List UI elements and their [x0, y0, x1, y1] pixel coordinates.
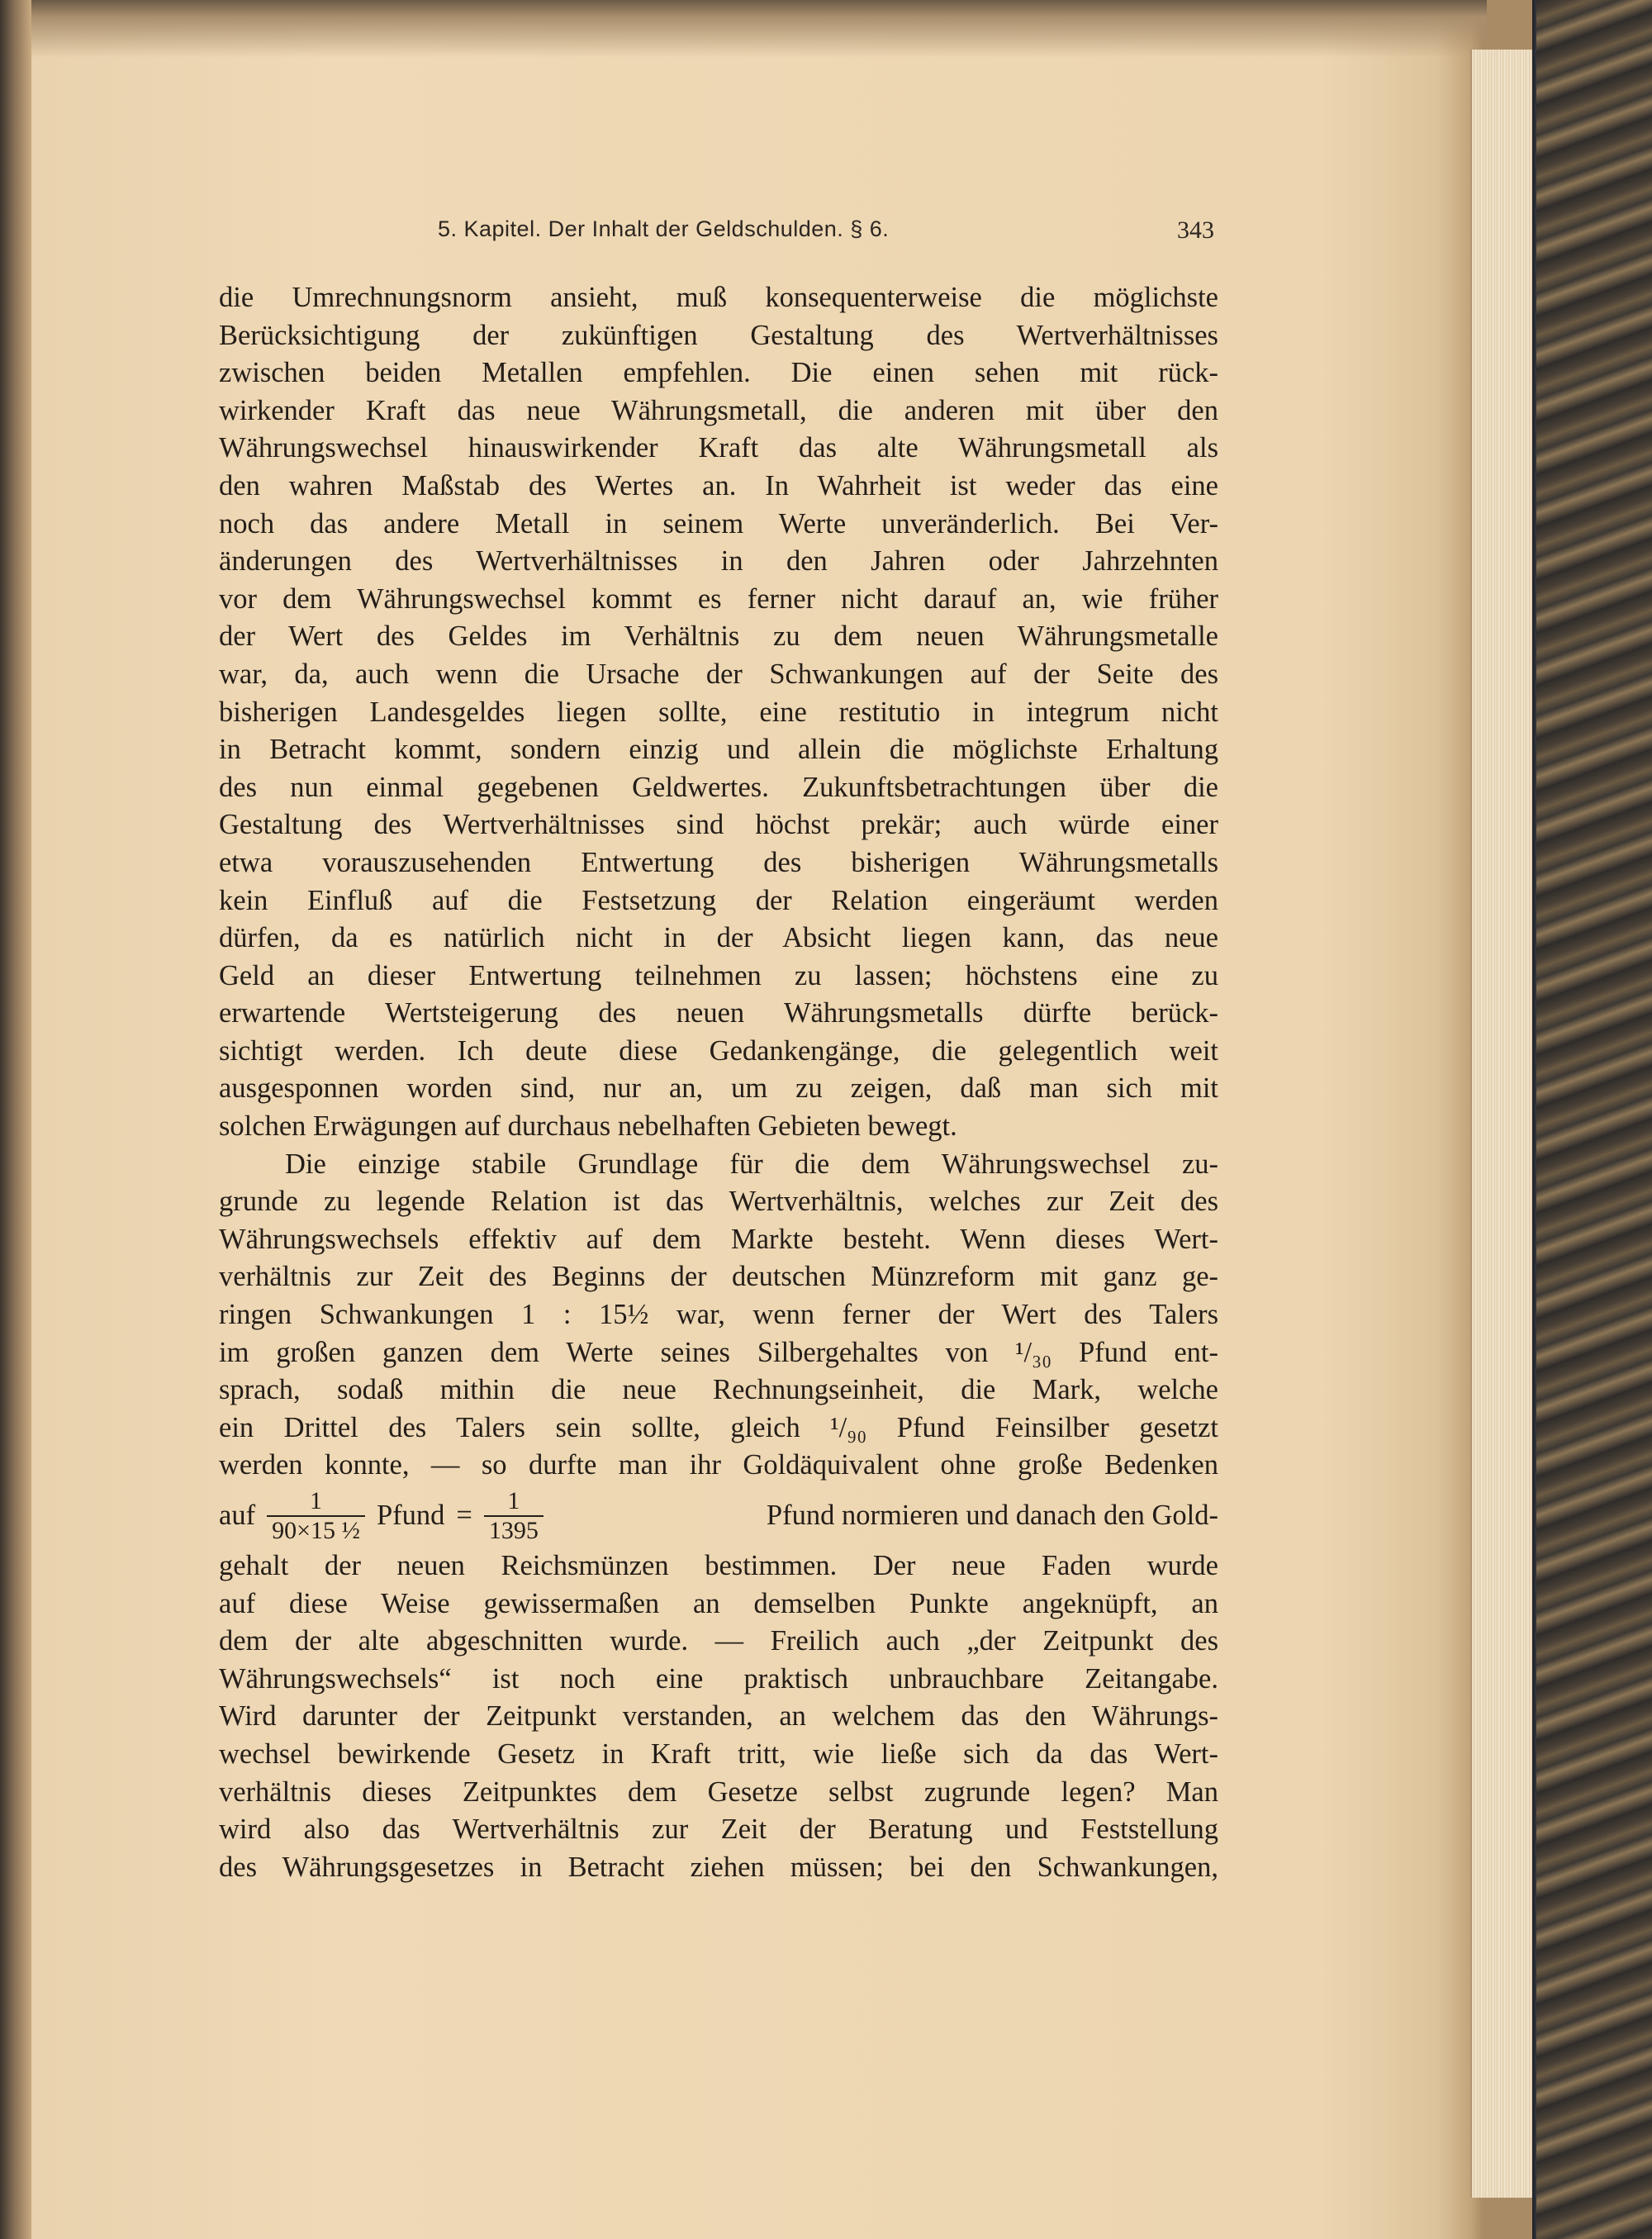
text-line: sprach, sodaß mithin die neue Rechnungseinheit, die Mark, welche	[219, 1374, 1218, 1406]
paragraph-2	[219, 1146, 1218, 1485]
formula-equals: =	[456, 1500, 472, 1532]
text-line: den wahren Maßstab des Wertes an. In Wahrheit ist weder das eine	[219, 469, 1218, 502]
text-line: auf diese Weise gewissermaßen an demselben Punkte angeknüpft, an	[219, 1587, 1218, 1619]
text-line: sichtigt werden. Ich deute diese Gedankengänge, die gelegentlich weit	[219, 1034, 1218, 1067]
text-line: Währungswechsels“ ist noch eine praktisch unbrauchbare Zeitangabe.	[219, 1662, 1218, 1695]
text-line: zwischen beiden Metallen empfehlen. Die einen sehen mit rück-	[219, 357, 1218, 389]
page-top-shadow	[0, 0, 1487, 58]
text-line: des Währungsgesetzes in Betracht ziehen müssen; bei den Schwankungen,	[219, 1851, 1218, 1883]
text-line: des nun einmal gegebenen Geldwertes. Zukunftsbetrachtungen über die	[219, 771, 1218, 803]
text-line: die Umrechnungsnorm ansieht, muß konsequenterweise die möglichste	[219, 282, 1218, 313]
text-line: Gestaltung des Wertverhältnisses sind höchst prekär; auch würde einer	[219, 809, 1218, 841]
formula-unit: Pfund	[376, 1500, 445, 1532]
book-gutter	[0, 0, 31, 2239]
text-line: änderungen des Wertverhältnisses in den Jahren oder Jahrzehnten	[219, 545, 1218, 578]
marbled-cover-board	[1536, 0, 1652, 2239]
text-line: ein Drittel des Talers sein sollte, gleich ¹/₉₀ Pfund Feinsilber gesetzt	[219, 1411, 1218, 1443]
formula-tail: Pfund normieren und danach den Gold-	[766, 1500, 1218, 1532]
text-line: Wird darunter der Zeitpunkt verstanden, an welchem das den Währungs-	[219, 1700, 1218, 1733]
text-line: im großen ganzen dem Werte seines Silbergehaltes von ¹/₃₀ Pfund ent-	[219, 1336, 1218, 1368]
fraction-one	[267, 1487, 365, 1545]
page-number: 343	[1177, 216, 1214, 244]
formula-lead: auf	[219, 1500, 256, 1532]
text-line: verhältnis zur Zeit des Beginns der deutschen Münzreform mit ganz ge-	[219, 1261, 1218, 1293]
text-line: vor dem Währungswechsel kommt es ferner nicht darauf an, wie früher	[219, 582, 1218, 615]
text-line: Die einzige stabile Grundlage für die dem Währungswechsel zu-	[285, 1148, 1218, 1180]
text-line: in Betracht kommt, sondern einzig und allein die möglichste Erhaltung	[219, 734, 1218, 766]
running-header	[438, 216, 1214, 258]
text-line: solchen Erwägungen auf durchaus nebelhaften Gebieten bewegt.	[219, 1110, 957, 1143]
fraction-one-denominator: 90×15 ½	[267, 1515, 365, 1545]
paragraph-1	[219, 279, 1218, 1146]
formula-expression	[219, 1487, 544, 1545]
text-line: wechsel bewirkende Gesetz in Kraft tritt, wie ließe sich da das Wert-	[219, 1737, 1218, 1770]
text-line: Berücksichtigung der zukünftigen Gestaltung des Wertverhältnisses	[219, 319, 1218, 351]
text-line: gehalt der neuen Reichsmünzen bestimmen. Der neue Faden wurde	[219, 1550, 1218, 1581]
text-line: wird also das Wertverhältnis zur Zeit der Beratung und Feststellung	[219, 1814, 1218, 1846]
running-title: 5. Kapitel. Der Inhalt der Geldschulden. § 6.	[438, 216, 890, 241]
fraction-one-numerator: 1	[310, 1487, 323, 1514]
page-stack-edges	[1470, 50, 1538, 2198]
text-line: verhältnis dieses Zeitpunktes dem Gesetze selbst zugrunde legen? Man	[219, 1776, 1218, 1808]
text-line: Währungswechsels effektiv auf dem Markte besteht. Wenn dieses Wert-	[219, 1223, 1218, 1255]
text-line: ringen Schwankungen 1 : 15½ war, wenn ferner der Wert des Talers	[219, 1299, 1218, 1331]
fraction-two-numerator: 1	[507, 1487, 520, 1514]
paragraph-2-continued	[219, 1547, 1218, 1886]
text-line: grunde zu legende Relation ist das Wertverhältnis, welches zur Zeit des	[219, 1186, 1218, 1218]
text-line: Geld an dieser Entwertung teilnehmen zu lassen; höchstens eine zu	[219, 959, 1218, 991]
text-line: dürfen, da es natürlich nicht in der Absicht liegen kann, das neue	[219, 922, 1218, 954]
text-line: Währungswechsel hinauswirkender Kraft das alte Währungsmetall als	[219, 432, 1218, 464]
formula-line	[219, 1485, 1218, 1547]
text-line: war, da, auch wenn die Ursache der Schwankungen auf der Seite des	[219, 658, 1218, 690]
text-line: noch das andere Metall in seinem Werte unveränderlich. Bei Ver-	[219, 507, 1218, 540]
text-line: dem der alte abgeschnitten wurde. — Freilich auch „der Zeitpunkt des	[219, 1625, 1218, 1657]
text-line: werden konnte, — so durfte man ihr Goldäquivalent ohne große Bedenken	[219, 1449, 1218, 1481]
text-line: wirkender Kraft das neue Währungsmetall, die anderen mit über den	[219, 394, 1218, 426]
fraction-two-denominator: 1395	[484, 1515, 544, 1545]
text-line: kein Einfluß auf die Festsetzung der Relation eingeräumt werden	[219, 884, 1218, 916]
text-line: ausgesponnen worden sind, nur an, um zu zeigen, daß man sich mit	[219, 1072, 1218, 1105]
text-line: bisherigen Landesgeldes liegen sollte, eine restitutio in integrum nicht	[219, 696, 1218, 728]
body-text	[219, 279, 1218, 1886]
text-line: erwartende Wertsteigerung des neuen Währungsmetalls dürfte berück-	[219, 997, 1218, 1029]
text-line: etwa vorauszusehenden Entwertung des bisherigen Währungsmetalls	[219, 846, 1218, 878]
fraction-two	[484, 1487, 544, 1545]
text-line: der Wert des Geldes im Verhältnis zu dem neuen Währungsmetalle	[219, 620, 1218, 653]
